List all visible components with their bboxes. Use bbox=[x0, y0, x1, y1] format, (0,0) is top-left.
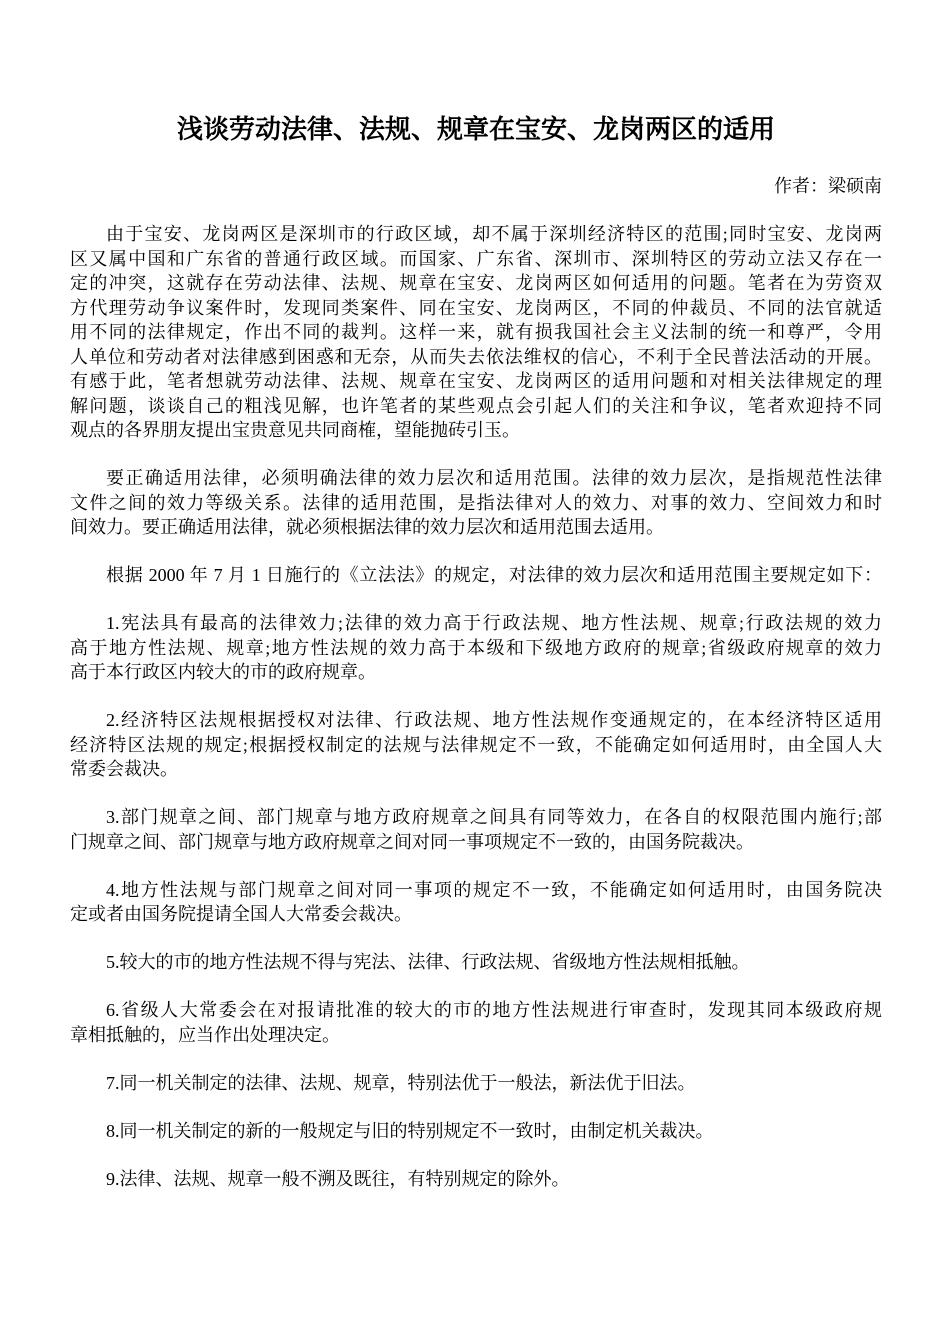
text-line: 门规章之间、部门规章与地方政府规章之间对同一事项规定不一致的，由国务院裁决。 bbox=[70, 831, 754, 852]
rule-item-1 bbox=[70, 611, 882, 685]
text-line: 有感于此，笔者想就劳动法律、法规、规章在宝安、龙岗两区的适用问题和对相关法律规定的理 bbox=[70, 371, 882, 391]
text-line: 9.法律、法规、规章一般不溯及既往，有特别规定的除外。 bbox=[106, 1168, 570, 1189]
text-line: 人单位和劳动者对法律感到困惑和无奈，从而失去依法维权的信心，不利于全民普法活动的开展。 bbox=[70, 346, 882, 367]
document-title: 浅谈劳动法律、法规、规章在宝安、龙岗两区的适用 bbox=[176, 115, 775, 144]
text-line: 要正确适用法律，必须明确法律的效力层次和适用范围。法律的效力层次，是指规范性法律 bbox=[106, 468, 882, 488]
text-line: 解问题，谈谈自己的粗浅见解，也许笔者的某些观点会引起人们的关注和争议，笔者欢迎持不同 bbox=[70, 395, 882, 416]
text-line: 章相抵触的，应当作出处理决定。 bbox=[70, 1024, 340, 1045]
principle-paragraph bbox=[70, 466, 882, 540]
text-line: 常委会裁决。 bbox=[70, 759, 178, 779]
rule-item-6 bbox=[70, 998, 882, 1047]
text-line: 用不同的法律规定，作出不同的裁判。这样一来，就有损我国社会主义法制的统一和尊严，令用 bbox=[70, 322, 882, 342]
rule-item-7 bbox=[70, 1071, 882, 1096]
text-line: 5.较大的市的地方性法规不得与宪法、法律、行政法规、省级地方性法规相抵触。 bbox=[106, 952, 750, 972]
text-line: 高于地方性法规、规章;地方性法规的效力高于本级和下级地方政府的规章;省级政府规章的效力 bbox=[70, 637, 882, 658]
rule-item-4 bbox=[70, 878, 882, 927]
text-line: 方代理劳动争议案件时，发现同类案件、同在宝安、龙岗两区，不同的仲裁员、不同的法官就适 bbox=[70, 297, 882, 318]
text-line: 根据 2000 年 7 月 1 日施行的《立法法》的规定，对法律的效力层次和适用范围主要规定如下： bbox=[106, 565, 882, 585]
text-line: 高于本行政区内较大的市的政府规章。 bbox=[70, 662, 376, 682]
legislation-law-paragraph bbox=[70, 563, 882, 588]
text-line: 4.地方性法规与部门规章之间对同一事项的规定不一致，不能确定如何适用时，由国务院决 bbox=[106, 879, 882, 900]
text-line: 经济特区法规的规定;根据授权制定的法规与法律规定不一致，不能确定如何适用时，由全国人大 bbox=[70, 734, 882, 755]
text-line: 定或者由国务院提请全国人大常委会裁决。 bbox=[70, 904, 412, 924]
text-line: 观点的各界朋友提出宝贵意见共同商榷，望能抛砖引玉。 bbox=[70, 420, 520, 440]
rule-item-2 bbox=[70, 708, 882, 782]
text-line: 定的冲突，这就存在劳动法律、法规、规章在宝安、龙岗两区如何适用的问题。笔者在为劳资双 bbox=[70, 273, 882, 293]
text-line: 文件之间的效力等级关系。法律的适用范围，是指法律对人的效力、对事的效力、空间效力和时 bbox=[70, 492, 882, 513]
text-line: 由于宝安、龙岗两区是深圳市的行政区域，却不属于深圳经济特区的范围;同时宝安、龙岗两 bbox=[106, 224, 882, 244]
rule-item-8 bbox=[70, 1119, 882, 1144]
text-line: 7.同一机关制定的法律、法规、规章，特别法优于一般法，新法优于旧法。 bbox=[106, 1072, 696, 1093]
rule-item-5 bbox=[70, 950, 882, 975]
text-line: 间效力。要正确适用法律，就必须根据法律的效力层次和适用范围去适用。 bbox=[70, 517, 664, 537]
text-line: 区又属中国和广东省的普通行政区域。而国家、广东省、深圳市、深圳特区的劳动立法又存在一 bbox=[70, 248, 882, 269]
text-line: 3.部门规章之间、部门规章与地方政府规章之间具有同等效力，在各自的权限范围内施行;部 bbox=[106, 807, 882, 827]
text-line: 8.同一机关制定的新的一般规定与旧的特别规定不一致时，由制定机关裁决。 bbox=[106, 1120, 714, 1141]
rule-item-3 bbox=[70, 805, 882, 854]
text-line: 2.经济特区法规根据授权对法律、行政法规、地方性法规作变通规定的，在本经济特区适用 bbox=[106, 710, 882, 730]
text-line: 6.省级人大常委会在对报请批准的较大的市的地方性法规进行审查时，发现其同本级政府规 bbox=[106, 1000, 882, 1020]
intro-paragraph bbox=[70, 222, 882, 443]
rule-item-9 bbox=[70, 1167, 882, 1192]
author-byline: 作者：梁硕南 bbox=[774, 176, 882, 196]
document-body bbox=[70, 222, 882, 1191]
text-line: 1.宪法具有最高的法律效力;法律的效力高于行政法规、地方性法规、规章;行政法规的效力 bbox=[106, 613, 882, 633]
